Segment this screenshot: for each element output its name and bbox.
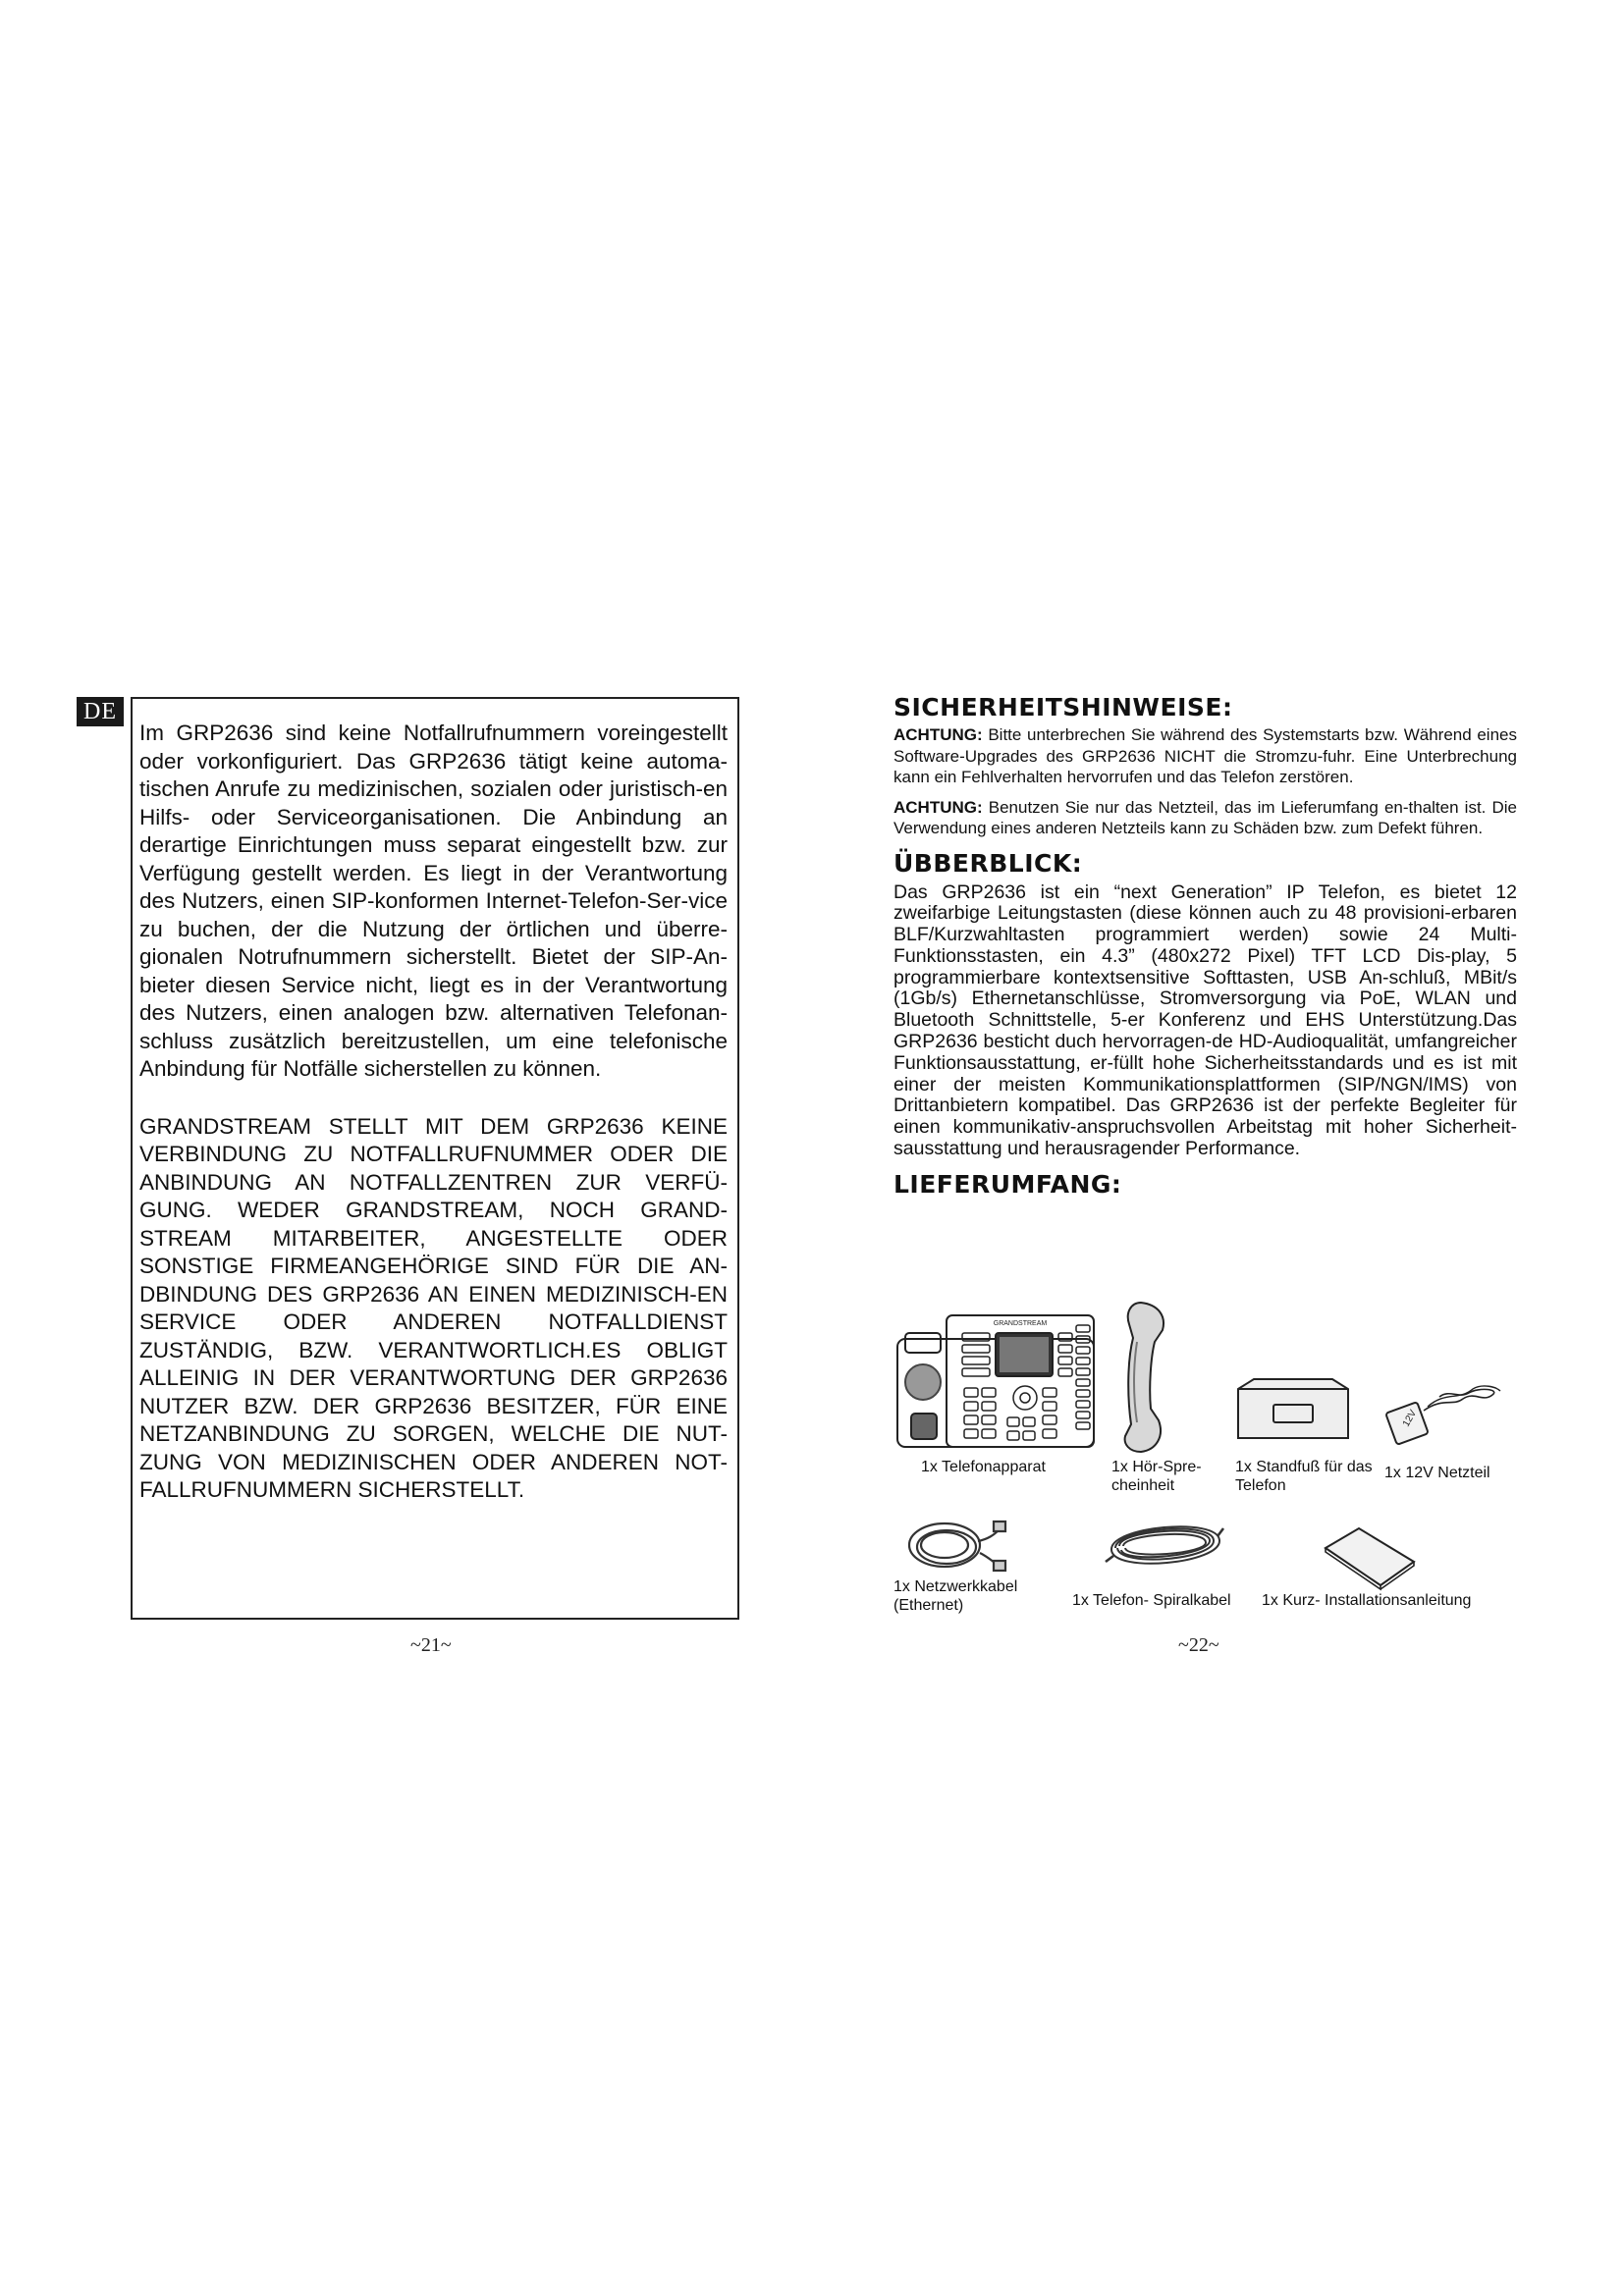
caption-ethernet: 1x Netzwerkkabel (Ethernet) (893, 1578, 1018, 1614)
package-heading: LIEFERUMFANG: (893, 1169, 1122, 1199)
power-adapter-illustration (1384, 1377, 1507, 1451)
phone-brand-label: GRANDSTREAM (993, 1320, 1048, 1327)
caption-power: 1x 12V Netzteil (1384, 1465, 1490, 1481)
overview-heading: ÜBBERBLICK: (893, 848, 1083, 878)
phone-illustration (895, 1304, 1097, 1451)
emergency-notice-paragraph: Im GRP2636 sind keine Notfallrufnummern voreingestellt oder vorkonfiguriert. Das GRP2636 tätigt keine automa-tischen Anrufe zu medizinischen, sozialen oder juristisch-en Hilfs- oder Serviceorganisationen. Die Anbindung an derartige Einrichtungen muss separat eingestellt bzw. zur Verfügung gestellt werden. Es liegt in der Verantwortung des Nutzers, einen SIP-konformen Internet-Telefon-Ser-vice zu buchen, der die Nutzung der örtlichen und überre-gionalen Notrufnummern sicherstellt. Bietet der SIP-An-bieter diesen Service nicht, liegt es in der Verantwortung des Nutzers, einen analogen bzw. alternativen Telefonan-schluss zusätzlich bereitzustellen, um eine telefonische Anbindung für Notfälle sicherstellen zu können. (139, 721, 728, 1081)
right-page-content (893, 693, 1517, 1200)
quick-guide-illustration (1320, 1522, 1418, 1591)
warning-2-label: ACHTUNG: (893, 797, 983, 817)
caption-spiral: 1x Telefon- Spiralkabel (1072, 1592, 1231, 1609)
handset-illustration (1111, 1299, 1170, 1456)
page-number-left: ~21~ (410, 1634, 452, 1656)
caption-guide: 1x Kurz- Installationsanleitung (1262, 1592, 1472, 1609)
warning-1-label: ACHTUNG: (893, 725, 983, 744)
stand-illustration (1234, 1375, 1352, 1444)
warning-1-text: Bitte unterbrechen Sie während des Systemstarts bzw. Während eines Software-Upgrades des GRP2636 NICHT die Stromzu-fuhr. Eine Unterbrechung kann ein Fehlverhalten hervorrufen und das Telefon zerstören. (893, 725, 1517, 786)
warning-2 (893, 797, 1517, 839)
adapter-voltage-label: 12V (1400, 1408, 1420, 1429)
warning-1 (893, 724, 1517, 788)
warning-2-text: Benutzen Sie nur das Netzteil, das im Lieferumfang en-thalten ist. Die Verwendung eines anderen Netzteils kann zu Schäden bzw. zum Defekt führen. (893, 797, 1517, 837)
emergency-disclaimer-paragraph: GRANDSTREAM STELLT MIT DEM GRP2636 KEINE VERBINDUNG ZU NOTFALLRUFNUMMER ODER DIE ANBINDUNG AN NOTFALLZENTREN ZUR VERFÜ-GUNG. WEDER GRANDSTREAM, NOCH GRAND-STREAM MITARBEITER, ANGESTELLTE ODER SONSTIGE FIRMEANGEHÖRIGE SIND FÜR DIE AN-DBINDUNG DES GRP2636 AN EINEN MEDIZINISCH-EN SERVICE ODER ANDEREN NOTFALLDIENST ZUSTÄNDIG, BZW. VERANTWORTLICH.ES OBLIGT ALLEINIG IN DER VERANTWORTUNG DER GRP2636 NUTZER BZW. DER GRP2636 BESITZER, FÜR EINE NETZANBINDUNG ZU SORGEN, WELCHE DIE NUT-ZUNG VON MEDIZINISCHEN ODER ANDEREN NOT-FALLRUFNUMMERN SICHERSTELLT. (139, 1113, 728, 1502)
ethernet-cable-illustration (901, 1512, 1009, 1580)
emergency-notice-box (131, 697, 739, 1620)
safety-heading: SICHERHEITSHINWEISE: (893, 693, 1233, 721)
page-number-right: ~22~ (1178, 1634, 1219, 1656)
package-contents-illustration (893, 1301, 1512, 1625)
spiral-cable-illustration (1100, 1517, 1227, 1575)
caption-handset: 1x Hör-Spre-cheinheit (1111, 1459, 1202, 1494)
overview-text: Das GRP2636 ist ein “next Generation” IP Telefon, es bietet 12 zweifarbige Leitungstasten (diese können auch zu 48 provisioni-erbaren BLF/Kurzwahltasten programmiert werden) sowie 24 Multi-Funktionsstasten, ein 4.3” (480x272 Pixel) TFT LCD Dis-play, 5 programmierbare kontextsensitive Softtasten, USB An-schluß, MBit/s (1Gb/s) Ethernetanschlüsse, Stromversorgung via PoE, WLAN und Bluetooth Schnittstelle, 5-er Konferenz und EHS Unterstützung.Das GRP2636 besticht duch hervorragen-de HD-Audioqualität, umfangreicher Funktionsausstattung, er-füllt hohe Sicherheitsstandards und es ist mit einer der meisten Kommunikationsplattformen (SIP/NGN/IMS) von Drittanbietern kompatibel. Das GRP2636 ist der perfekte Begleiter für einen kommunikativ-anspruchsvollen Arbeitstag mit hoher Sicherheit-sausstattung und herausragender Performance. (893, 881, 1517, 1160)
caption-phone: 1x Telefonapparat (921, 1459, 1046, 1475)
language-tab: DE (77, 697, 124, 726)
caption-stand: 1x Standfuß für das Telefon (1235, 1459, 1373, 1494)
